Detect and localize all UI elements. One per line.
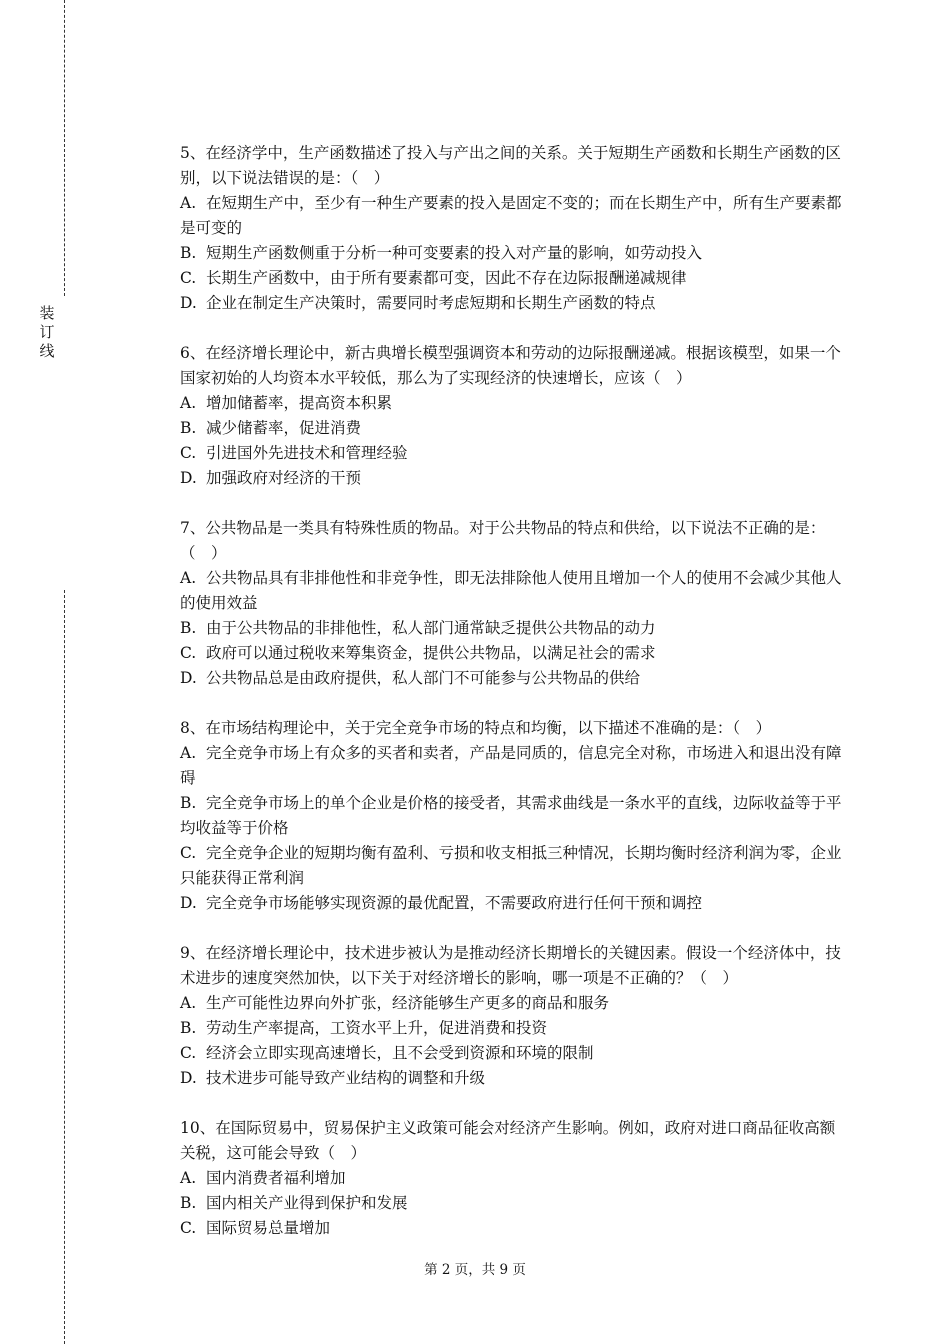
question-stem: 8、在市场结构理论中，关于完全竞争市场的特点和均衡，以下描述不准确的是：（ ）	[180, 719, 772, 737]
option-text: 完全竞争企业的短期均衡有盈利、亏损和收支相抵三种情况，长期均衡时经济利润为零，企业只能获得正常利润	[180, 844, 842, 887]
question-stem: 6、在经济增长理论中，新古典增长模型强调资本和劳动的边际报酬递减。根据该模型，如果一个国家初始的人均资本水平较低，那么为了实现经济的快速增长，应该（ ）	[180, 344, 841, 387]
option-letter: D.	[180, 1069, 197, 1087]
question-stem: 10、在国际贸易中，贸易保护主义政策可能会对经济产生影响。例如，政府对进口商品征收高额关税，这可能会导致（ ）	[180, 1119, 836, 1162]
option-letter: C.	[180, 1044, 197, 1062]
option-letter: B.	[180, 244, 197, 262]
binding-line-label: 装订线	[39, 304, 55, 360]
option-letter: C.	[180, 269, 197, 287]
option-c	[180, 441, 850, 466]
option-b	[180, 1191, 850, 1216]
option-text: 公共物品具有非排他性和非竞争性，即无法排除他人使用且增加一个人的使用不会减少其他人的使用效益	[180, 569, 842, 612]
option-d	[180, 666, 850, 691]
question-8	[180, 716, 850, 916]
option-a	[180, 566, 850, 616]
question-10	[180, 1116, 850, 1241]
option-b	[180, 241, 850, 266]
option-text: 加强政府对经济的干预	[206, 469, 362, 487]
option-letter: A.	[180, 394, 197, 412]
option-letter: D.	[180, 894, 197, 912]
option-letter: D.	[180, 469, 197, 487]
option-letter: C.	[180, 444, 197, 462]
question-7	[180, 516, 850, 691]
option-b	[180, 616, 850, 641]
option-text: 引进国外先进技术和管理经验	[206, 444, 408, 462]
option-b	[180, 416, 850, 441]
option-letter: C.	[180, 844, 197, 862]
option-letter: B.	[180, 1194, 197, 1212]
option-b	[180, 791, 850, 841]
option-letter: C.	[180, 644, 197, 662]
option-text: 完全竞争市场上的单个企业是价格的接受者，其需求曲线是一条水平的直线，边际收益等于平均收益等于价格	[180, 794, 842, 837]
option-text: 减少储蓄率，促进消费	[206, 419, 362, 437]
question-stem: 7、公共物品是一类具有特殊性质的物品。对于公共物品的特点和供给，以下说法不正确的是：（ ）	[180, 519, 826, 562]
option-a	[180, 741, 850, 791]
option-c	[180, 841, 850, 891]
option-d	[180, 1066, 850, 1091]
option-a	[180, 191, 850, 241]
question-9	[180, 941, 850, 1091]
option-letter: B.	[180, 619, 197, 637]
option-c	[180, 1216, 850, 1241]
option-letter: A.	[180, 194, 197, 212]
option-letter: B.	[180, 1019, 197, 1037]
option-b	[180, 1016, 850, 1041]
question-6	[180, 341, 850, 491]
option-c	[180, 1041, 850, 1066]
option-letter: D.	[180, 669, 197, 687]
option-text: 完全竞争市场能够实现资源的最优配置，不需要政府进行任何干预和调控	[206, 894, 703, 912]
option-letter: B.	[180, 419, 197, 437]
option-text: 长期生产函数中，由于所有要素都可变，因此不存在边际报酬递减规律	[206, 269, 687, 287]
option-letter: A.	[180, 994, 197, 1012]
option-text: 国内相关产业得到保护和发展	[206, 1194, 408, 1212]
binding-dashed-segment-top	[64, 0, 65, 296]
option-d	[180, 291, 850, 316]
option-text: 完全竞争市场上有众多的买者和卖者，产品是同质的，信息完全对称，市场进入和退出没有障碍	[180, 744, 842, 787]
option-a	[180, 991, 850, 1016]
option-letter: A.	[180, 744, 197, 762]
option-a	[180, 391, 850, 416]
option-text: 国际贸易总量增加	[206, 1219, 331, 1237]
option-letter: A.	[180, 1169, 197, 1187]
option-text: 国内消费者福利增加	[206, 1169, 346, 1187]
binding-dashed-segment-bottom	[64, 590, 65, 1344]
option-text: 劳动生产率提高，工资水平上升，促进消费和投资	[206, 1019, 548, 1037]
option-c	[180, 641, 850, 666]
option-text: 增加储蓄率，提高资本积累	[206, 394, 393, 412]
page-number-footer: 第 2 页，共 9 页	[424, 1262, 526, 1278]
question-list	[180, 141, 850, 1266]
option-c	[180, 266, 850, 291]
option-d	[180, 891, 850, 916]
option-text: 经济会立即实现高速增长，且不会受到资源和环境的限制	[206, 1044, 594, 1062]
option-text: 生产可能性边界向外扩张，经济能够生产更多的商品和服务	[206, 994, 610, 1012]
option-d	[180, 466, 850, 491]
option-text: 由于公共物品的非排他性，私人部门通常缺乏提供公共物品的动力	[206, 619, 656, 637]
option-text: 在短期生产中，至少有一种生产要素的投入是固定不变的；而在长期生产中，所有生产要素都是可变的	[180, 194, 842, 237]
option-text: 技术进步可能导致产业结构的调整和升级	[206, 1069, 486, 1087]
option-text: 政府可以通过税收来筹集资金，提供公共物品，以满足社会的需求	[206, 644, 656, 662]
option-letter: A.	[180, 569, 197, 587]
option-a	[180, 1166, 850, 1191]
option-letter: B.	[180, 794, 197, 812]
question-stem: 9、在经济增长理论中，技术进步被认为是推动经济长期增长的关键因素。假设一个经济体中，技术进步的速度突然加快，以下关于对经济增长的影响，哪一项是不正确的？（ ）	[180, 944, 841, 987]
question-stem: 5、在经济学中，生产函数描述了投入与产出之间的关系。关于短期生产函数和长期生产函数的区别，以下说法错误的是：（ ）	[180, 144, 841, 187]
option-text: 企业在制定生产决策时，需要同时考虑短期和长期生产函数的特点	[206, 294, 656, 312]
question-5	[180, 141, 850, 316]
option-text: 短期生产函数侧重于分析一种可变要素的投入对产量的影响，如劳动投入	[206, 244, 703, 262]
option-text: 公共物品总是由政府提供，私人部门不可能参与公共物品的供给	[206, 669, 641, 687]
option-letter: C.	[180, 1219, 197, 1237]
option-letter: D.	[180, 294, 197, 312]
